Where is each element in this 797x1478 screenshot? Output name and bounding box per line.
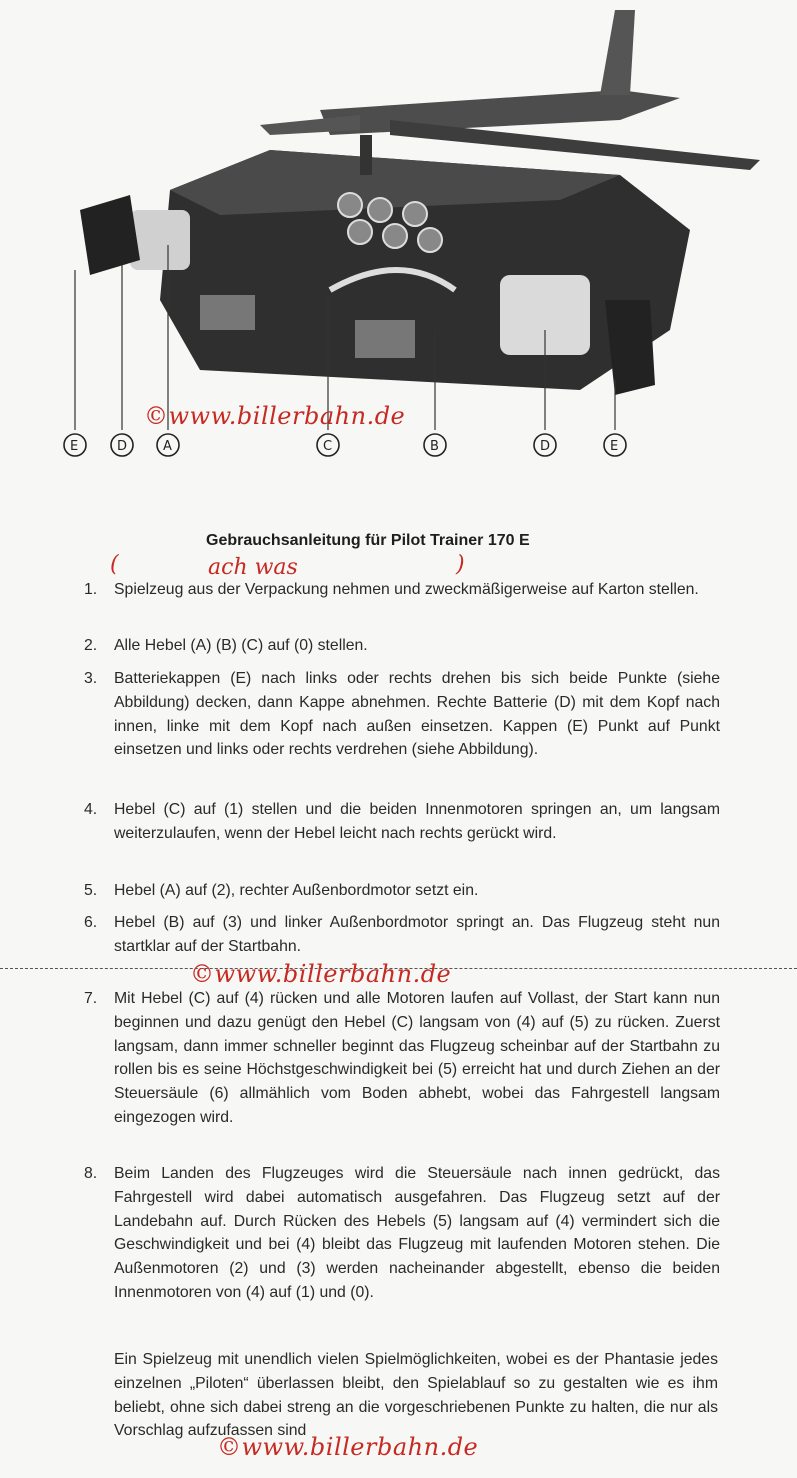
step-number: 1.: [84, 581, 98, 598]
closing-paragraph: Ein Spielzeug mit unendlich vielen Spielmöglichkeiten, wobei es der Phantasie jedes einzelnen „Piloten“ überlassen bleibt, den Spielablauf so zu gestalten wie es ihm beliebt, ohne sich dabei streng an die vorgeschriebenen Punkte zu halten, die nur als Vorschlag aufzufassen sind: [114, 1351, 718, 1440]
step-number: 6.: [84, 914, 98, 931]
step-number: 4.: [84, 801, 98, 818]
watermark: ©www.billerbahn.de: [217, 1433, 479, 1461]
step-text: Hebel (B) auf (3) und linker Außenbordmotor springt an. Das Flugzeug steht nun startklar auf der Startbahn.: [114, 914, 720, 955]
step-4: [84, 798, 720, 846]
step-number: 5.: [84, 882, 98, 899]
step-text: Hebel (C) auf (1) stellen und die beiden Innenmotoren springen an, um langsam weiterzulaufen, wenn der Hebel leicht nach rechts gerückt wird.: [114, 801, 720, 842]
step-number: 8.: [84, 1165, 98, 1182]
step-text: Mit Hebel (C) auf (4) rücken und alle Motoren laufen auf Vollast, der Start kann nun beginnen und dazu genügt den Hebel (C) langsam von (4) auf (5) zu rücken. Zuerst langsam, dann immer schneller beginnt das Flugzeug scheinbar auf der Startbahn zu rollen bis es seine Höchstgeschwindigkeit bei (5) erreicht hat und durch Ziehen an der Steuersäule (6) allmählich vom Boden abhebt, wobei das Fahrgestell langsam eingezogen wird.: [114, 990, 720, 1126]
callout-d-right: [534, 434, 556, 456]
svg-text:C: C: [323, 439, 333, 454]
callout-e-left: [64, 434, 86, 456]
watermark: ©www.billerbahn.de: [144, 402, 406, 430]
step-7: [84, 987, 720, 1130]
control-panel-left: [200, 295, 255, 330]
step-number: 2.: [84, 637, 98, 654]
toy-trainer-photo: [60, 0, 760, 470]
step-2: [84, 634, 720, 658]
step-text: Batteriekappen (E) nach links oder rechts drehen bis sich beide Punkte (siehe Abbildung) decken, dann Kappe abnehmen. Rechte Batterie (D) mit dem Kopf nach innen, linke mit dem Kopf nach außen einsetzen. Kappen (E) Punkt auf Punkt einsetzen und links oder rechts verdrehen (siehe Abbildung).: [114, 670, 720, 759]
callout-e-right: [604, 434, 626, 456]
page-title: Gebrauchsanleitung für Pilot Trainer 170 E: [206, 532, 530, 549]
step-8: [84, 1162, 720, 1305]
callout-b: [424, 434, 446, 456]
svg-text:E: E: [610, 439, 619, 454]
step-5: [84, 879, 720, 903]
step-text: Beim Landen des Flugzeuges wird die Steuersäule nach innen gedrückt, das Fahrgestell wird dabei automatisch ausgefahren. Das Flugzeug setzt auf der Landebahn auf. Durch Rücken des Hebels (5) langsam auf (4) vermindert sich die Geschwindigkeit und bei (4) bleibt das Flugzeug mit laufenden Motoren stehen. Die Außenmotoren (2) und (3) werden nacheinander abgestellt, ebenso die beiden Innenmotoren von (4) auf (1) und (0).: [114, 1165, 720, 1301]
handwritten-note: ach was: [208, 555, 298, 580]
handwritten-close-paren: ): [456, 552, 465, 577]
airplane-model: [260, 10, 760, 175]
control-panel-center: [355, 320, 415, 358]
svg-text:B: B: [430, 439, 439, 454]
step-number: 3.: [84, 670, 98, 687]
handwritten-open-paren: (: [110, 552, 119, 577]
svg-text:A: A: [163, 439, 172, 454]
step-text: Alle Hebel (A) (B) (C) auf (0) stellen.: [114, 637, 368, 654]
step-text: Hebel (A) auf (2), rechter Außenbordmotor setzt ein.: [114, 882, 479, 899]
svg-text:E: E: [70, 439, 79, 454]
watermark: ©www.billerbahn.de: [190, 960, 452, 988]
step-6: [84, 911, 720, 959]
callout-d-left: [111, 434, 133, 456]
callout-a: [157, 434, 179, 456]
step-number: 7.: [84, 990, 98, 1007]
step-text: Spielzeug aus der Verpackung nehmen und zweckmäßigerweise auf Karton stellen.: [114, 581, 699, 598]
step-1: [84, 578, 720, 602]
svg-text:D: D: [117, 439, 128, 454]
callout-c: [317, 434, 339, 456]
step-3: [84, 667, 720, 762]
svg-text:D: D: [540, 439, 551, 454]
